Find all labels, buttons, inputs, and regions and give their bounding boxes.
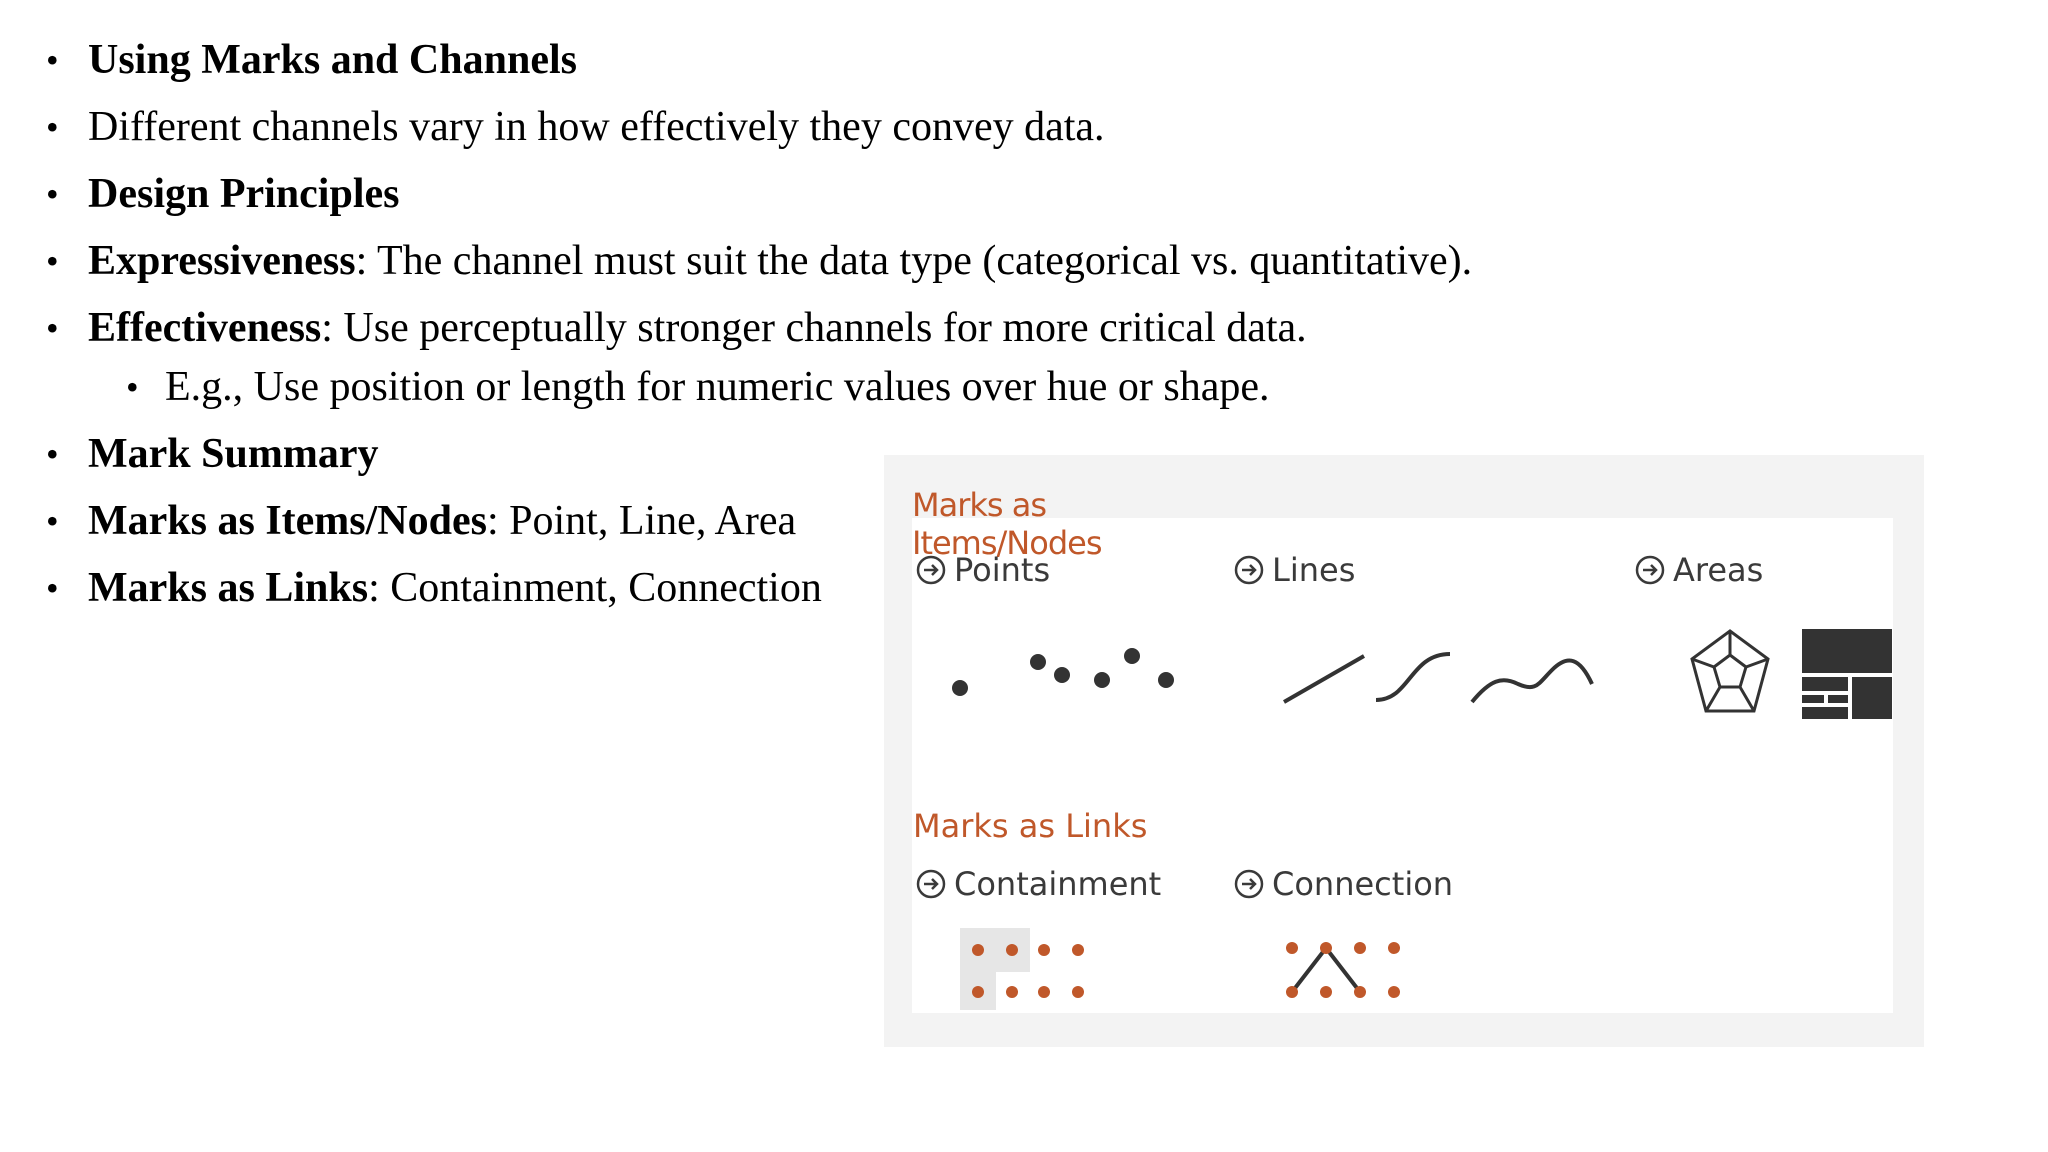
bullet-dot: • <box>46 568 59 608</box>
bullet-bold: Mark Summary <box>88 431 379 477</box>
bullet-text <box>88 231 1472 291</box>
connection-dot <box>1286 942 1298 954</box>
connection-dot <box>1354 986 1366 998</box>
label-areas-text: Areas <box>1673 551 1764 589</box>
circle-arrow-right-icon <box>916 555 946 585</box>
circle-arrow-right-icon <box>1234 555 1264 585</box>
connection-link <box>1292 948 1360 992</box>
label-containment-text: Containment <box>954 865 1162 903</box>
label-lines <box>1234 550 1355 590</box>
point-mark <box>1054 667 1070 683</box>
containment-dot <box>1038 986 1050 998</box>
bullet-bold: Design Principles <box>88 171 400 217</box>
point-mark <box>1124 648 1140 664</box>
bullet-rest: Different channels vary in how effectively they convey data. <box>88 104 1105 150</box>
containment-dot <box>1072 944 1084 956</box>
point-mark <box>1094 672 1110 688</box>
lines-marks <box>1280 640 1600 710</box>
label-points <box>916 550 1050 590</box>
bullet-bold: Marks as Links <box>88 565 369 611</box>
bullet-bold: Effectiveness <box>88 305 322 351</box>
point-mark <box>1030 654 1046 670</box>
point-mark <box>1158 672 1174 688</box>
bullet-rest: E.g., Use position or length for numeric values over hue or shape. <box>165 364 1270 410</box>
containment-marks <box>960 928 1100 1010</box>
connection-dot <box>1320 942 1332 954</box>
treemap-area-mark <box>1802 629 1892 719</box>
bullet-dot: • <box>46 434 59 474</box>
connection-dot <box>1320 986 1332 998</box>
point-mark <box>952 680 968 696</box>
bullet-bold: Using Marks and Channels <box>88 37 577 83</box>
connection-dot <box>1286 986 1298 998</box>
label-containment <box>916 864 1161 904</box>
line-mark-s-curve <box>1376 654 1450 700</box>
line-mark-wave <box>1472 661 1592 702</box>
bullet-dot: • <box>46 501 59 541</box>
label-connection <box>1234 864 1453 904</box>
figure-cut-title-text: Marks as Items/Nodes <box>912 486 1102 562</box>
bullet-text <box>88 164 400 224</box>
connection-dot <box>1388 942 1400 954</box>
circle-arrow-right-icon <box>916 869 946 899</box>
bullet-text <box>88 424 378 484</box>
bullet-dot: • <box>46 107 59 147</box>
containment-dot <box>972 944 984 956</box>
figure-cut-title <box>912 486 1212 562</box>
containment-dot <box>1072 986 1084 998</box>
containment-region <box>960 928 1030 1010</box>
circle-arrow-right-icon <box>1234 869 1264 899</box>
bullet-rest: : The channel must suit the data type (categorical vs. quantitative). <box>355 238 1473 284</box>
containment-dot <box>972 986 984 998</box>
label-areas <box>1635 550 1763 590</box>
label-lines-text: Lines <box>1272 551 1356 589</box>
bullet-bold: Expressiveness <box>88 238 356 284</box>
connection-dot <box>1354 942 1366 954</box>
label-points-text: Points <box>954 551 1051 589</box>
bullet-text <box>88 30 577 90</box>
containment-dot <box>1038 944 1050 956</box>
bullet-text <box>88 491 796 551</box>
bullet-dot: • <box>126 367 139 407</box>
bullet-dot: • <box>46 241 59 281</box>
bullet-rest: : Use perceptually stronger channels for more critical data. <box>321 305 1307 351</box>
bullet-dot: • <box>46 308 59 348</box>
areas-marks <box>1690 625 1910 725</box>
connection-dot <box>1388 986 1400 998</box>
line-mark-straight <box>1284 656 1364 702</box>
bullet-rest: : Containment, Connection <box>368 565 822 611</box>
bullet-text <box>88 298 1307 358</box>
bullet-rest: : Point, Line, Area <box>486 498 797 544</box>
bullet-text <box>88 558 822 618</box>
bullet-text <box>165 357 1270 417</box>
containment-dot <box>1006 986 1018 998</box>
pentagon-area-mark <box>1692 631 1768 711</box>
bullet-text <box>88 97 1105 157</box>
bullet-dot: • <box>46 40 59 80</box>
circle-arrow-right-icon <box>1635 555 1665 585</box>
links-section-title: Marks as Links <box>913 807 1148 845</box>
bullet-bold: Marks as Items/Nodes <box>88 498 487 544</box>
bullet-dot: • <box>46 174 59 214</box>
connection-marks <box>1280 928 1420 1010</box>
containment-dot <box>1006 944 1018 956</box>
points-marks <box>940 640 1180 700</box>
label-connection-text: Connection <box>1272 865 1454 903</box>
